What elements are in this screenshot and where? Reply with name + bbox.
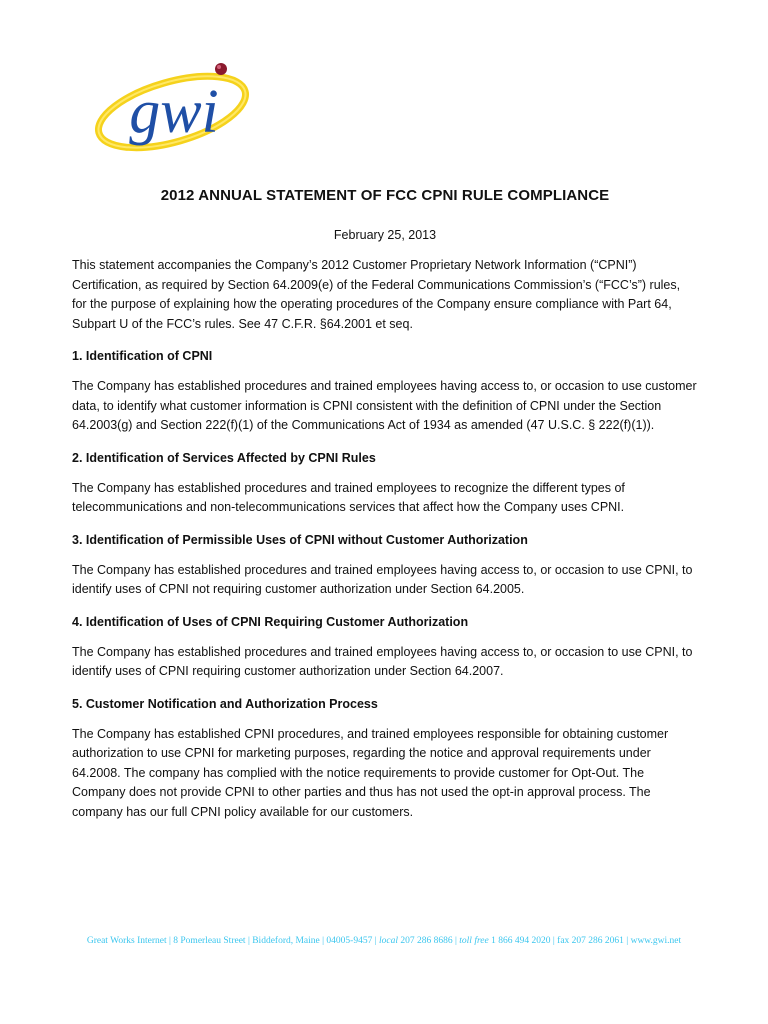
- footer-company: Great Works Internet: [86, 936, 167, 946]
- section-body-1: The Company has established procedures and trained employees having access to, or occasion to use customer data, to identify what customer information is CPNI consistent with the definition of CPNI under the Section 64.2003(g) and Section 222(f)(1) of the Communications Act of 1934 as amended (47 U.S.C. § 222(f)(1)).: [72, 379, 697, 432]
- footer-local-number: 207 286 8686: [400, 936, 453, 946]
- footer-fax-number: 207 286 2061: [571, 936, 624, 946]
- footer-website[interactable]: www.gwi.net: [630, 936, 682, 946]
- footer-tollfree-label: toll free: [459, 936, 489, 946]
- footer-fax-label: fax: [557, 936, 570, 946]
- footer-separator: |: [455, 936, 457, 946]
- section-heading-3: 3. Identification of Permissible Uses of CPNI without Customer Authorization: [72, 532, 528, 547]
- footer-local-label: local: [379, 936, 398, 946]
- footer-zip: 04005-9457: [326, 936, 373, 946]
- gwi-logo-text: gwi: [129, 78, 219, 146]
- footer-separator: |: [322, 936, 325, 946]
- document-date: February 25, 2013: [333, 228, 437, 242]
- section-body-4: The Company has established procedures and trained employees having access to, or occasion to use CPNI, to identify uses of CPNI requiring customer authorization under Section 64.2007.: [72, 644, 693, 678]
- section-body-3: The Company has established procedures and trained employees having access to, or occasion to use CPNI, to identify uses of CPNI not requiring customer authorization under Section 64.2005.: [72, 562, 693, 596]
- gwi-logo: [92, 56, 258, 156]
- footer-separator: |: [374, 936, 377, 946]
- page-footer: [0, 936, 768, 946]
- footer-separator: |: [168, 936, 171, 946]
- document-title: 2012 ANNUAL STATEMENT OF FCC CPNI RULE COMPLIANCE: [160, 187, 610, 204]
- section-body-5: The Company has established CPNI procedures, and trained employees responsible for obtaining customer authorization to use CPNI for marketing purposes, regarding the notice and approval requirements under 64.2008. The company has complied with the notice requirements to provide customer for Opt-Out. The Company does not provide CPNI to other parties and thus has not used the opt-in approval process. The company has our full CPNI policy available for our customers.: [72, 726, 669, 819]
- intro-paragraph: This statement accompanies the Company’s 2012 Customer Proprietary Network Information (“CPNI”) Certification, as required by Section 64.2009(e) of the Federal Communications Commission’s (“FCC’s”) rules, for the purpose of explaining how the operating procedures of the Company ensure compliance with Part 64, Subpart U of the FCC’s rules. See 47 C.F.R. §64.2001 et seq.: [72, 258, 681, 331]
- footer-address: 8 Pomerleau Street: [173, 936, 246, 946]
- footer-separator: |: [552, 936, 555, 946]
- section-heading-2: 2. Identification of Services Affected by CPNI Rules: [72, 450, 376, 465]
- section-body-2: The Company has established procedures and trained employees to recognize the different types of telecommunications and non-telecommunications services that affect how the Company uses CPNI.: [72, 480, 625, 514]
- gwi-logo-dot: [215, 63, 227, 75]
- footer-tollfree-number: 1 866 494 2020: [491, 936, 551, 946]
- section-heading-4: 4. Identification of Uses of CPNI Requiring Customer Authorization: [72, 614, 469, 629]
- footer-city: Biddeford, Maine: [252, 936, 320, 946]
- document-body: [72, 186, 698, 835]
- section-heading-5: 5. Customer Notification and Authorization Process: [72, 696, 378, 711]
- footer-separator: |: [247, 936, 250, 946]
- gwi-logo-graphic: [92, 56, 258, 156]
- footer-separator: |: [626, 936, 629, 946]
- section-heading-1: 1. Identification of CPNI: [72, 349, 213, 363]
